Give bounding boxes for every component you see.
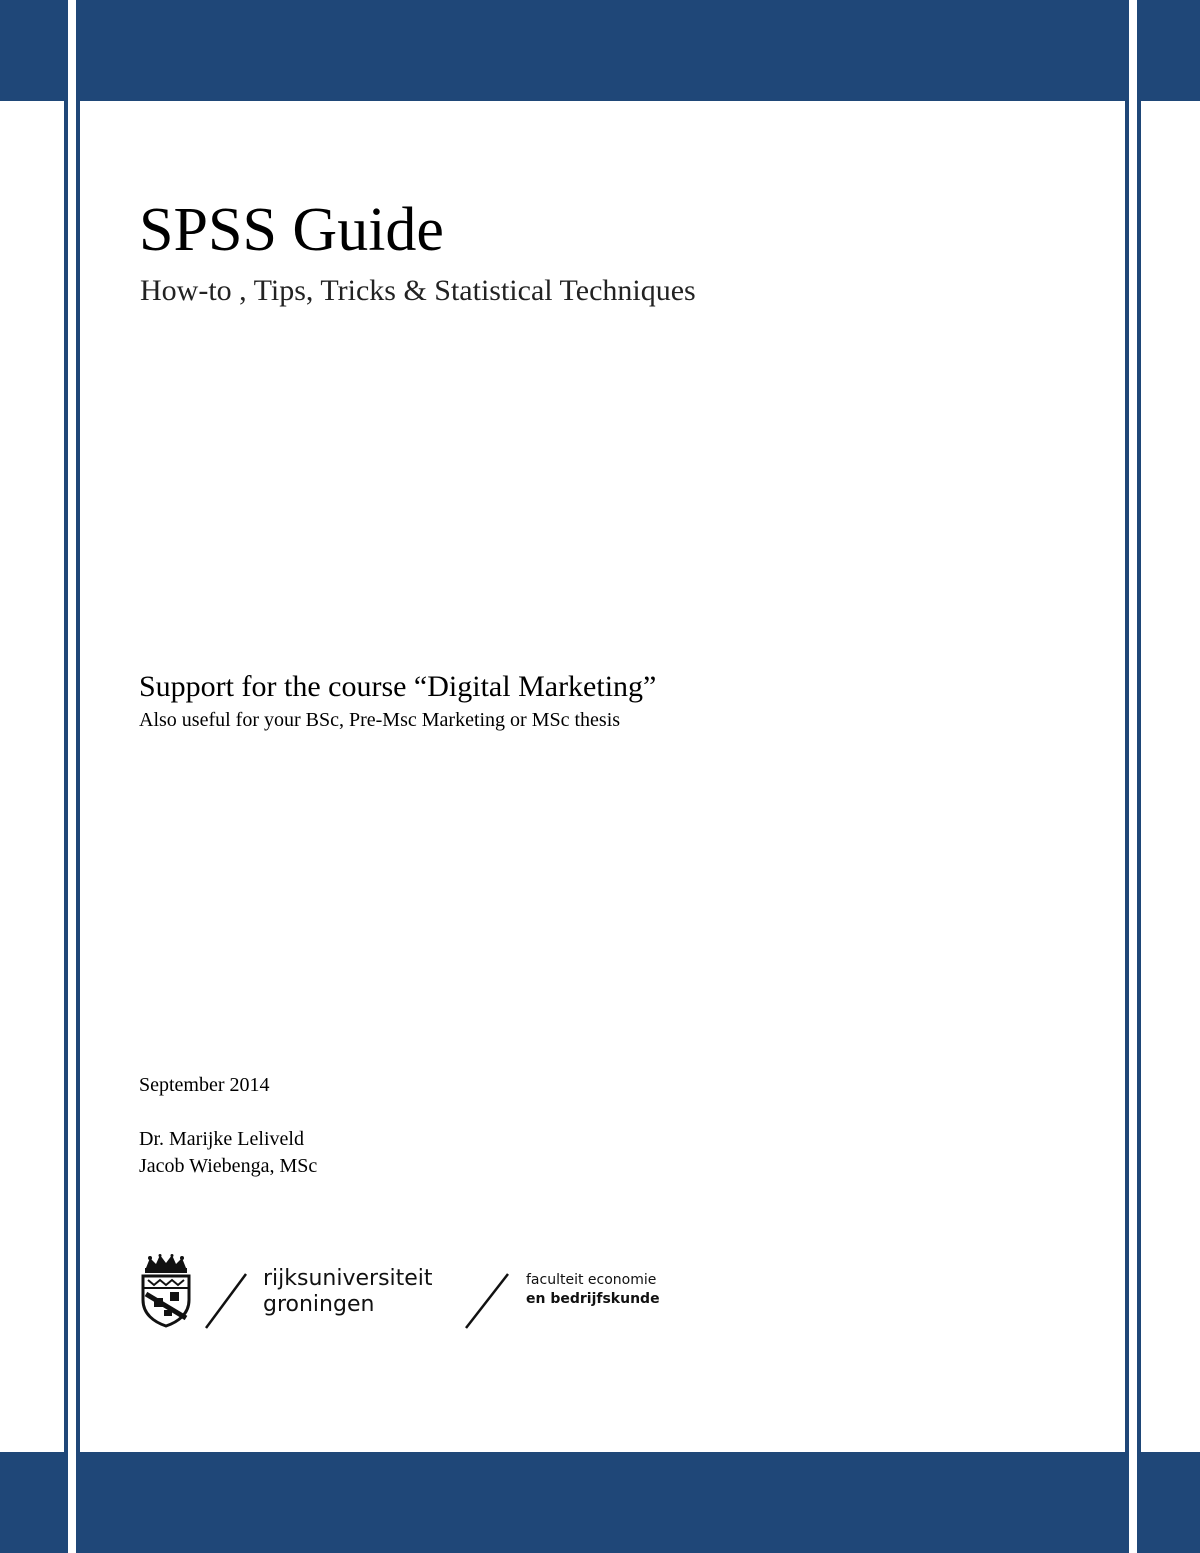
- publication-date: September 2014: [139, 1074, 270, 1096]
- author-1: Dr. Marijke Leliveld: [139, 1128, 304, 1150]
- document-subtitle: How-to , Tips, Tricks & Statistical Techniques: [140, 274, 696, 307]
- faculty-name-line-2: en bedrijfskunde: [526, 1291, 660, 1307]
- bottom-bar-center: [80, 1452, 1125, 1553]
- logo-divider-slash-1: [202, 1271, 250, 1331]
- top-bar-left: [0, 0, 64, 101]
- course-support-line: Support for the course “Digital Marketing”: [139, 670, 657, 703]
- usefulness-note: Also useful for your BSc, Pre-Msc Marketing or MSc thesis: [139, 709, 621, 731]
- top-bar-right: [1141, 0, 1200, 101]
- bottom-bar-left: [0, 1452, 64, 1553]
- university-name-line-1: rijksuniversiteit: [263, 1266, 433, 1291]
- university-crest-icon: [140, 1254, 192, 1328]
- frame-line-right-inner: [1125, 0, 1129, 1553]
- logo-divider-slash-2: [462, 1271, 512, 1331]
- top-bar-center: [80, 0, 1125, 101]
- bottom-bar-right: [1141, 1452, 1200, 1553]
- faculty-name-line-1: faculteit economie: [526, 1272, 657, 1288]
- university-name: [263, 1266, 433, 1318]
- frame-line-left-outer: [64, 0, 68, 1553]
- frame-line-right-outer: [1137, 0, 1141, 1553]
- frame-line-left-inner: [76, 0, 80, 1553]
- author-2: Jacob Wiebenga, MSc: [139, 1155, 318, 1177]
- university-name-line-2: groningen: [263, 1292, 375, 1317]
- faculty-name: [526, 1271, 660, 1309]
- document-title: SPSS Guide: [139, 196, 444, 264]
